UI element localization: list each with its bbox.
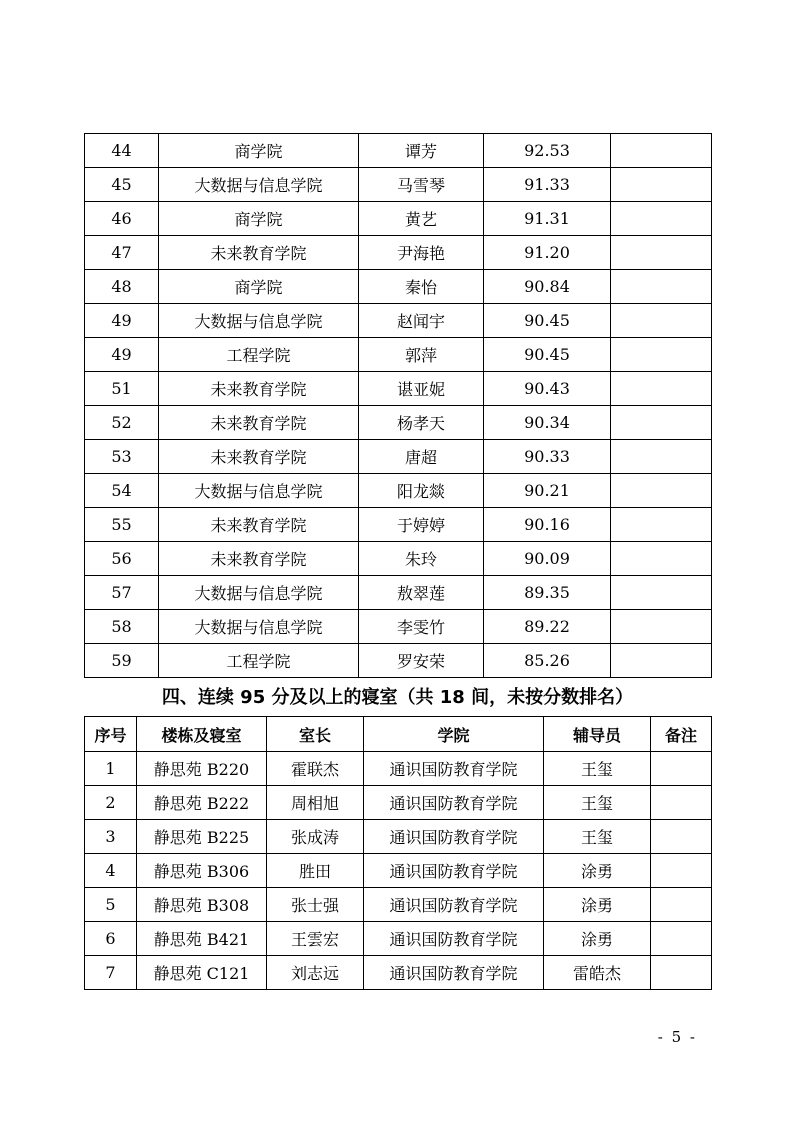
cell-college: 通识国防教育学院 [364,820,544,854]
cell-index: 7 [85,956,137,990]
cell-index: 5 [85,888,137,922]
cell-leader: 张士强 [267,888,364,922]
cell-note [651,786,712,820]
cell-college: 大数据与信息学院 [159,474,359,508]
cell-rank: 53 [85,440,159,474]
cell-note [611,576,712,610]
cell-college: 商学院 [159,270,359,304]
cell-score: 85.26 [484,644,611,678]
cell-note [651,854,712,888]
cell-note [611,440,712,474]
cell-name: 秦怡 [359,270,484,304]
cell-score: 90.45 [484,338,611,372]
section-4-heading: 四、连续 95 分及以上的寝室（共 18 间，未按分数排名） [161,687,634,708]
cell-name: 杨孝天 [359,406,484,440]
cell-name: 马雪琴 [359,168,484,202]
cell-note [611,372,712,406]
header-college: 学院 [364,717,544,752]
cell-rank: 45 [85,168,159,202]
cell-rank: 54 [85,474,159,508]
ranking-row [85,474,712,508]
dorm-row [85,820,712,854]
ranking-row [85,406,712,440]
cell-leader: 胜田 [267,854,364,888]
cell-score: 91.20 [484,236,611,270]
dorm-row [85,956,712,990]
cell-counselor: 王玺 [544,752,651,786]
cell-index: 1 [85,752,137,786]
dorm-table-header-row [85,717,712,752]
page-number: - 5 - [657,1028,697,1046]
dorm-row [85,752,712,786]
cell-college: 商学院 [159,202,359,236]
cell-note [611,202,712,236]
cell-rank: 49 [85,338,159,372]
cell-note [651,820,712,854]
cell-score: 91.33 [484,168,611,202]
cell-name: 唐超 [359,440,484,474]
cell-college: 通识国防教育学院 [364,888,544,922]
cell-score: 89.35 [484,576,611,610]
cell-college: 未来教育学院 [159,406,359,440]
cell-note [651,888,712,922]
dorm-row [85,854,712,888]
cell-dorm: 静思苑 C121 [137,956,267,990]
cell-score: 90.43 [484,372,611,406]
cell-college: 商学院 [159,134,359,168]
cell-score: 91.31 [484,202,611,236]
header-note: 备注 [651,717,712,752]
score-ranking-table [84,133,712,678]
cell-rank: 48 [85,270,159,304]
cell-rank: 44 [85,134,159,168]
cell-rank: 51 [85,372,159,406]
cell-note [611,406,712,440]
cell-dorm: 静思苑 B225 [137,820,267,854]
cell-score: 90.16 [484,508,611,542]
dorm-row [85,888,712,922]
cell-dorm: 静思苑 B306 [137,854,267,888]
cell-rank: 58 [85,610,159,644]
cell-rank: 49 [85,304,159,338]
ranking-row [85,644,712,678]
cell-counselor: 涂勇 [544,888,651,922]
cell-note [611,168,712,202]
cell-name: 尹海艳 [359,236,484,270]
cell-counselor: 涂勇 [544,922,651,956]
cell-college: 未来教育学院 [159,508,359,542]
dorm-row [85,786,712,820]
cell-score: 90.33 [484,440,611,474]
cell-note [611,304,712,338]
ranking-row [85,372,712,406]
cell-dorm: 静思苑 B220 [137,752,267,786]
cell-name: 朱玲 [359,542,484,576]
ranking-row [85,338,712,372]
header-dorm: 楼栋及寝室 [137,717,267,752]
cell-leader: 周相旭 [267,786,364,820]
cell-counselor: 雷皓杰 [544,956,651,990]
cell-score: 92.53 [484,134,611,168]
cell-note [611,236,712,270]
cell-rank: 55 [85,508,159,542]
cell-note [611,542,712,576]
cell-note [651,752,712,786]
cell-college: 工程学院 [159,338,359,372]
cell-score: 90.34 [484,406,611,440]
cell-dorm: 静思苑 B308 [137,888,267,922]
cell-note [611,270,712,304]
cell-rank: 57 [85,576,159,610]
ranking-row [85,508,712,542]
cell-college: 大数据与信息学院 [159,304,359,338]
cell-name: 李雯竹 [359,610,484,644]
cell-leader: 王雲宏 [267,922,364,956]
cell-college: 通识国防教育学院 [364,854,544,888]
cell-leader: 张成涛 [267,820,364,854]
cell-index: 3 [85,820,137,854]
cell-index: 6 [85,922,137,956]
cell-college: 大数据与信息学院 [159,610,359,644]
ranking-row [85,610,712,644]
cell-note [611,474,712,508]
cell-name: 谭芳 [359,134,484,168]
cell-dorm: 静思苑 B222 [137,786,267,820]
cell-counselor: 王玺 [544,786,651,820]
cell-college: 未来教育学院 [159,542,359,576]
cell-name: 于婷婷 [359,508,484,542]
cell-note [651,956,712,990]
cell-score: 90.09 [484,542,611,576]
cell-college: 未来教育学院 [159,236,359,270]
cell-name: 赵闻宇 [359,304,484,338]
header-index: 序号 [85,717,137,752]
cell-counselor: 王玺 [544,820,651,854]
cell-note [611,508,712,542]
ranking-row [85,134,712,168]
cell-note [651,922,712,956]
cell-dorm: 静思苑 B421 [137,922,267,956]
cell-note [611,644,712,678]
ranking-row [85,270,712,304]
cell-name: 郭萍 [359,338,484,372]
ranking-row [85,236,712,270]
cell-college: 通识国防教育学院 [364,956,544,990]
ranking-row [85,576,712,610]
cell-note [611,610,712,644]
cell-name: 罗安荣 [359,644,484,678]
cell-counselor: 涂勇 [544,854,651,888]
dorm-table [84,716,712,990]
cell-rank: 47 [85,236,159,270]
cell-college: 大数据与信息学院 [159,576,359,610]
cell-index: 2 [85,786,137,820]
cell-leader: 刘志远 [267,956,364,990]
cell-college: 大数据与信息学院 [159,168,359,202]
cell-college: 通识国防教育学院 [364,786,544,820]
cell-college: 未来教育学院 [159,440,359,474]
cell-leader: 霍联杰 [267,752,364,786]
ranking-row [85,440,712,474]
ranking-row [85,304,712,338]
cell-college: 未来教育学院 [159,372,359,406]
header-counselor: 辅导员 [544,717,651,752]
cell-name: 黄艺 [359,202,484,236]
cell-rank: 52 [85,406,159,440]
cell-college: 通识国防教育学院 [364,922,544,956]
header-leader: 室长 [267,717,364,752]
cell-note [611,338,712,372]
cell-score: 90.45 [484,304,611,338]
cell-score: 89.22 [484,610,611,644]
cell-college: 工程学院 [159,644,359,678]
cell-name: 敖翠莲 [359,576,484,610]
cell-index: 4 [85,854,137,888]
cell-score: 90.21 [484,474,611,508]
cell-name: 阳龙燚 [359,474,484,508]
cell-college: 通识国防教育学院 [364,752,544,786]
ranking-row [85,202,712,236]
cell-rank: 46 [85,202,159,236]
ranking-row [85,542,712,576]
cell-rank: 59 [85,644,159,678]
dorm-row [85,922,712,956]
cell-name: 谌亚妮 [359,372,484,406]
cell-score: 90.84 [484,270,611,304]
ranking-row [85,168,712,202]
cell-note [611,134,712,168]
cell-rank: 56 [85,542,159,576]
